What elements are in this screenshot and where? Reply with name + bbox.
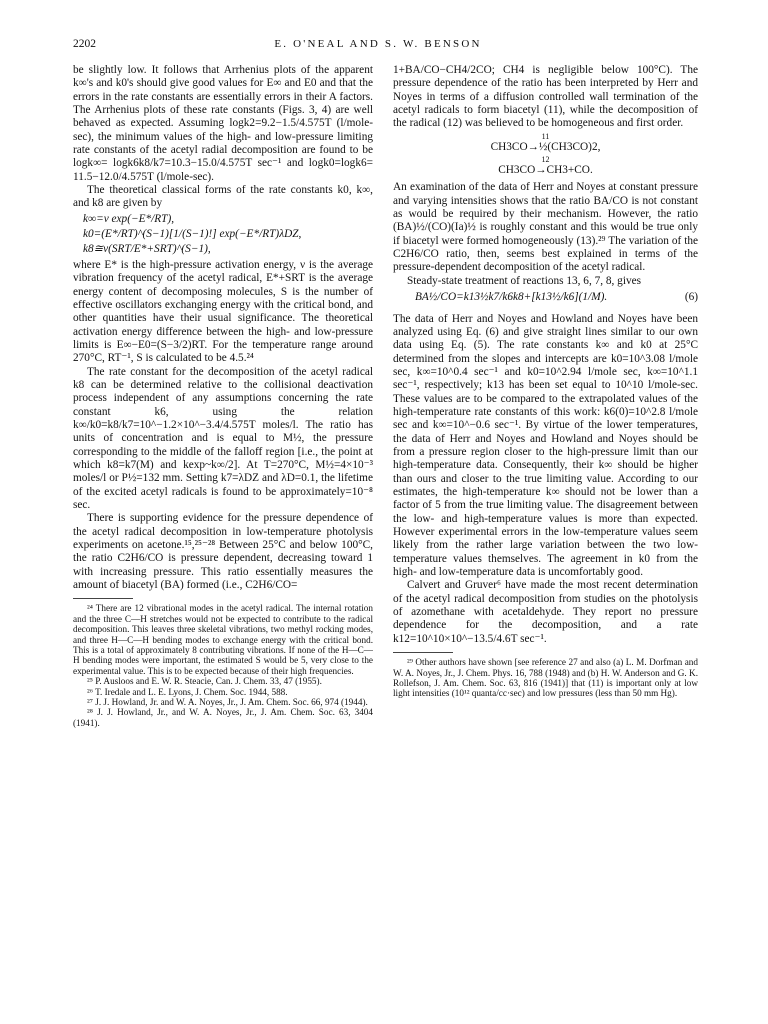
footnote: ²⁷ J. J. Howland, Jr. and W. A. Noyes, Jr., J. Am. Chem. Soc. 66, 974 (1944). (87, 697, 368, 708)
equation: BA½/CO=k13½k7/k6k8+[k13½/k6](1/M). (415, 291, 608, 304)
paragraph: The data of Herr and Noyes and Howland and Noyes have been analyzed using Eq. (6) and give straight lines similar to our own data using Eq. (5). The rate constants k∞ and k0 at 25°C determined from the slopes and intercepts are k0=10^3.08 l/mole sec, k∞=10^0.4 sec⁻¹ and k0=10^2.94 l/mole sec, k∞=10^1.1 sec⁻¹, respectively; k13 has been set equal to 10^10 l/mole-sec. These values are to be compared to the extrapolated values of the high-temperature rate constants of this work: k6(0)=10^2.8 l/mole sec and k∞=10^−0.6 sec⁻¹. By virtue of the lower temperatures, the data of Herr and Noyes and Howland and Noyes should be from a pressure region closer to the high-pressure limit than our high-temperature data. Consequently, their k∞ should be higher than ours and closer to the true limiting value. According to our estimates, the high-temperature k∞ should not be lower than a factor of 5 from the true limiting value. The disagreement between the low- and high-temperature values is more than expected. However experimental errors in the low-temperature values seem likely from the rather large variation between the two low-temperature values themselves. The agreement in k0 from the high- and low-temperature data is uncomfortably good. (393, 312, 698, 579)
equation-number: (6) (684, 291, 698, 304)
footnote-divider (73, 598, 133, 599)
footnote: ²⁹ Other authors have shown [see reference 27 and also (a) L. M. Dorfman and W. A. Noyes, Jr., J. Chem. Phys. 16, 788 (1948) and (b) H. W. Anderson and G. K. Rollefson, J. Am. Chem. Soc. 63, 816 (1941)] that (11) is important only at low light intensities (10¹² quanta/cc·sec) and low pressures (less than 50 mm Hg). (393, 657, 698, 699)
reaction-11 (393, 132, 698, 154)
equation: k∞=ν exp(−E*/RT), (83, 212, 175, 225)
running-head: E. O'NEAL AND S. W. BENSON (274, 38, 482, 50)
footnote: ²⁴ There are 12 vibrational modes in the acetyl radical. The internal rotation and the three C—H stretches would not be expected to contribute to the radical decomposition. This leaves three skeletal vibrations, two methyl rocking modes, and three H—C—H bending modes to exchange energy with the critical bond. This is a total of approximately 8 contributing vibrations. If none of the H—C—H bending modes were important, the estimated S would be 5, very close to the experimental value. This is to be expected because of their high frequencies. (73, 603, 373, 676)
paragraph: Calvert and Gruver⁶ have made the most recent determination of the acetyl radical decomposition from studies on the photolysis of azomethane with acetaldehyde. They report no pressure dependence for the decomposition, and a rate k12=10^10×10^−13.5/4.6T sec⁻¹. (393, 579, 698, 645)
page-number: 2202 (73, 38, 96, 50)
paragraph: where E* is the high-pressure activation energy, ν is the average vibration frequency of the acetyl radical, E*+SRT is the average energy content of decomposing molecules, S is the number of effective oscillators exchanging energy with the critical bond, and other quantities have their usual significance. The theoretical activation energy difference between the high- and low-pressure limits is E∞−E0=(S−3/2)RT. For the temperature range around 270°C, RT⁻¹, S is calculated to be 4.5.²⁴ (73, 258, 373, 365)
reaction-number: 11 (541, 131, 550, 141)
paragraph: An examination of the data of Herr and Noyes at constant pressure and varying intensities shows that the ratio BA/CO is not constant as would be required by their mechanism. However, the ratio (BA)½/(CO)(Ia)½ is roughly constant and this would be true only if biacetyl were formed homogeneously (13).²⁹ The variation of the C2H6/CO ratio, then, seems best explained in terms of the pressure-dependent decomposition of the acetyl radical. (393, 181, 698, 274)
paragraph: There is supporting evidence for the pressure dependence of the acetyl radical decomposition in low-temperature photolysis experiments on acetone.¹⁵,²⁵⁻²⁸ Between 25°C and below 100°C, the ratio C2H6/CO is pressure dependent, decreasing toward 1 with increasing pressure. This ratio essentially measures the amount of biacetyl (BA) formed (i.e., C2H6/CO= (73, 512, 373, 592)
reaction-number: 12 (541, 155, 550, 165)
equation-6 (415, 291, 698, 304)
footnote: ²⁸ J. J. Howland, Jr., and W. A. Noyes, Jr., J. Am. Chem. Soc. 63, 3404 (1941). (73, 707, 373, 728)
footnote: ²⁵ P. Ausloos and E. W. R. Steacie, Can. J. Chem. 33, 47 (1955). (87, 676, 322, 687)
reaction-12 (393, 155, 698, 177)
equation: k0=(E*/RT)^(S−1)[1/(S−1)!] exp(−E*/RT)λDZ, (83, 228, 302, 241)
reaction-equation: CH3CO→CH3+CO. (498, 164, 593, 177)
page-header (73, 36, 700, 52)
paragraph: The rate constant for the decomposition of the acetyl radical k8 can be determined relative to the collisional deactivation process independent of any assumptions concerning the rate constant k6, using the relation k∞/k0=k8/k7=10^−1.2×10^−3.4/4.575T moles/l. The ratio has units of concentration and is equal to M½, the pressure corresponding to the middle of the falloff region [i.e., the point at which k8=k7(M) and kexp~k∞/2]. At T=270°C, M½=4×10⁻³ moles/l or P½=132 mm. Setting k7=λDZ and λD=0.1, the lifetime of the excited acetyl radicals is found to be approximately=10⁻⁸ sec. (73, 365, 373, 511)
paragraph: be slightly low. It follows that Arrhenius plots of the apparent k∞'s and k0's should give good values for E∞ and E0 and that the errors in the rate constants are essentially errors in their A factors. The Arrhenius plots of these rate constants (Figs. 3, 4) are well behaved as expected. Assuming logk2=9.2−1.5/4.575T (l/mole-sec), the minimum values of the high- and low-pressure limiting rate constants of the acetyl radial decomposition are found to be logk∞= logk6k8/k7=10.3−15.0/4.575T sec⁻¹ and logk0=logk6= 11.5−12.0/4.575T (l/mole-sec). (73, 64, 373, 183)
paragraph: 1+BA/CO−CH4/2CO; CH4 is negligible below 100°C). The pressure dependence of the ratio has been interpreted by Herr and Noyes in terms of a diffusion controlled wall termination of the acetyl radicals to form biacetyl (11), while the decomposition of the radical (12) was believed to be homogeneous and first order. (393, 64, 698, 130)
left-column (73, 64, 373, 728)
reaction-equation: CH3CO→½(CH3CO)2, (490, 140, 601, 153)
footnote-divider (393, 652, 453, 653)
paragraph: Steady-state treatment of reactions 13, 6, 7, 8, gives (407, 274, 642, 287)
equation: k8≅ν(SRT/E*+SRT)^(S−1), (83, 243, 211, 256)
paragraph: The theoretical classical forms of the rate constants k0, k∞, and k8 are given by (73, 184, 373, 210)
footnote: ²⁶ T. Iredale and L. E. Lyons, J. Chem. Soc. 1944, 588. (87, 686, 288, 697)
right-column (393, 64, 698, 699)
